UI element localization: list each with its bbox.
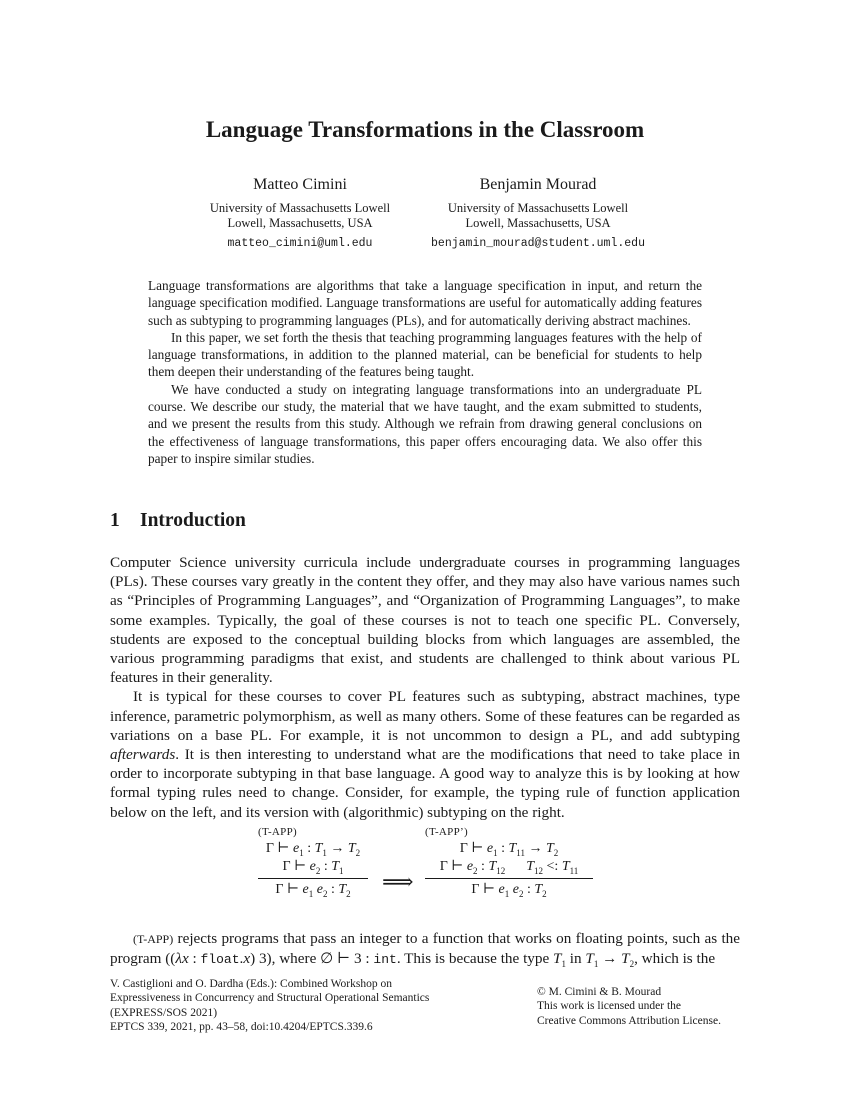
footer-citation: V. Castiglioni and O. Dardha (Eds.): Combined Workshop on Expressiveness in Concurrency and Structural Operational Semantics (EXPRESS/SOS 2021) EPTCS 339, 2021, pp. 43–58, doi:10.4204/EPTCS.339.6 [110,978,430,1033]
author-name: Matteo Cimini [253,176,347,193]
author-email[interactable]: benjamin_mourad@student.uml.edu [431,237,645,250]
author-affiliation: University of Massachusetts Lowell [209,201,391,215]
abstract-paragraph: In this paper, we set forth the thesis that teaching programming languages features with the help of language transformations, in addition to the planned material, can be beneficial for students to help them deepen their understanding of the features being taught. [148,329,702,380]
conclusion: Γ ⊢ $e_1$ $e_2$ : $T_2$ [258,878,368,899]
implies-arrow: ⟹ [382,869,414,894]
abstract-paragraph: We have conducted a study on integrating language transformations into an undergraduate PL course. We describe our study, the material that we have taught, and the exam submitted to students, and we present the results from this study. Although we refrain from drawing general conclusions on the effectiveness of language transformations, this paper offers encouraging data. We also offer this paper to inspire similar studies. [148,381,702,466]
emphasis: afterwards [110,746,176,764]
paper-title: Language Transformations in the Classroom [205,117,645,142]
rule-t-app-prime [425,826,593,898]
premise-2: Γ ⊢ $e_2$ : $T_1$ [282,858,344,876]
abstract-paragraph: Language transformations are algorithms that take a language specification in input, and return the language specification modified. Language transformations are useful for automatically adding features such as subtyping to programming languages (PLs), and for automatically deriving abstract machines. [148,278,702,328]
abstract [148,277,702,467]
section-title: Introduction [140,510,246,531]
premise-2: Γ ⊢ $e_2$ : $T_{12}$ $T_{12}$ <: $T_{11}$ [439,858,579,876]
intro-paragraph-1: Computer Science university curricula include undergraduate courses in programming languages (PLs). These courses vary greatly in the content they offer, and they may also have various names such as “Principles of Programming Languages”, and “Organization of Programming Languages”, to make some examples. Typically, the goal of these courses is not to teach one specific PL. Conversely, students are exposed to the conceptual building blocks from which languages are assembled, the various programming paradigms that exist, and students are challenged to think about various PL features in their generality. [110,554,740,687]
author-location: Lowell, Massachusetts, USA [227,216,373,230]
premise-1: Γ ⊢ $e_1$ : $T_1 \to T_2$ [265,841,361,858]
author-location: Lowell, Massachusetts, USA [465,216,611,230]
author-name: Benjamin Mourad [479,176,597,193]
rule-ref: (T-APP) [133,932,174,946]
section-number: 1 [110,510,120,531]
conclusion: Γ ⊢ $e_1$ $e_2$ : $T_2$ [425,878,593,899]
license-link[interactable]: Creative Commons Attribution License. [537,1014,721,1027]
rule-label: (T-APP) [258,826,297,838]
footer-license: © M. Cimini & B. Mourad This work is licensed under the Creative Commons Attribution License. [537,985,767,1028]
intro-paragraph-2: It is typical for these courses to cover PL features such as subtyping, abstract machines, type inference, parametric polymorphism, as well as many others. Some of these features can be regarded as variations on a base PL. For example, it is not uncommon to design a PL, and add subtyping afterwards. It is then interesting to understand what are the modifications that need to take place in order to incorporate subtyping in that base language. A good way to analyze this is by looking at how formal typing rules need to change. Consider, for example, the typing rule of function application below on the left, and its version with (algorithmic) subtyping on the right. [110,688,740,821]
author-email[interactable]: matteo_cimini@uml.edu [227,237,373,250]
rule-label: (T-APP’) [425,826,468,838]
author-block-2 [428,175,648,251]
author-block-1 [200,175,400,251]
rule-t-app [258,826,368,898]
after-rules-paragraph: (T-APP) rejects programs that pass an integer to a function that works on floating points, such as the program ((λx : float.x) 3), where ∅ ⊢ 3 : int. This is because the type $T_1$ in $T_1 \to T_2$, which is the [110,930,740,970]
author-affiliation: University of Massachusetts Lowell [447,201,629,215]
section-heading [110,510,246,532]
premise-1: Γ ⊢ $e_1$ : $T_{11} \to T_2$ [459,841,559,858]
intro-body [110,553,740,822]
